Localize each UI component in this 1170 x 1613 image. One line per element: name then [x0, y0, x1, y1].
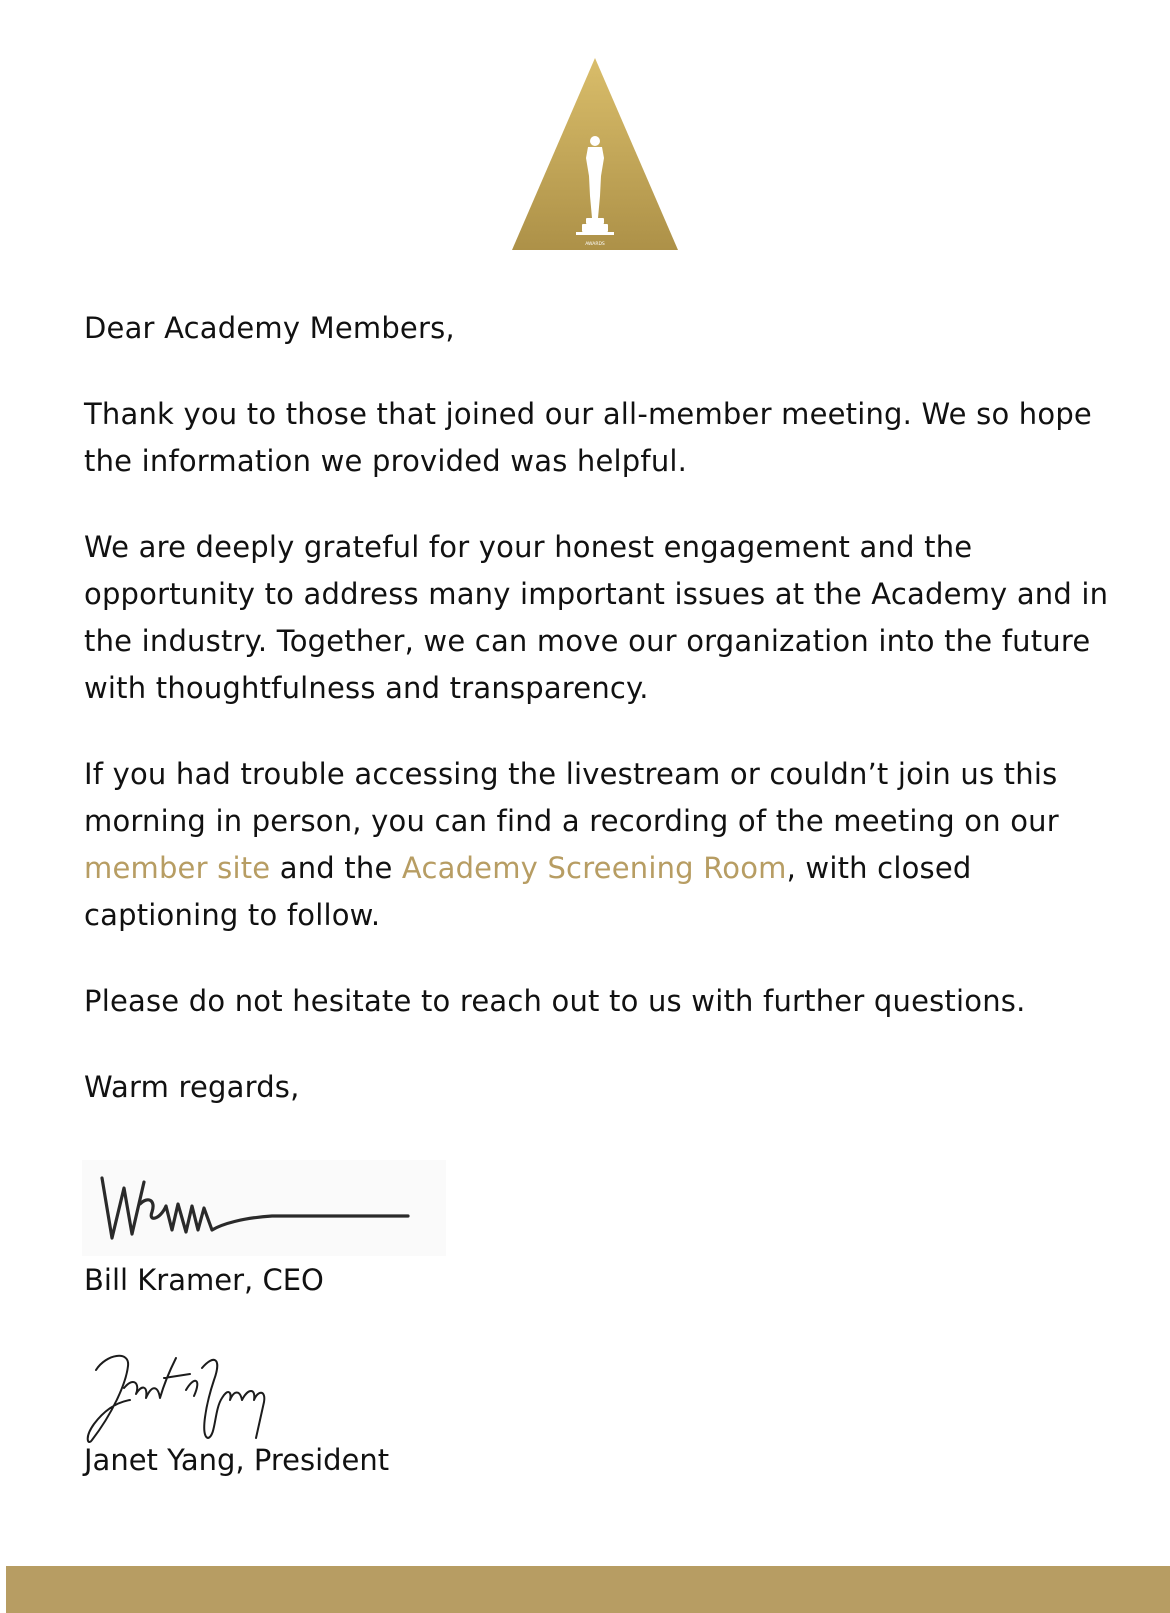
signatory-bill-kramer: Bill Kramer, CEO: [84, 1263, 324, 1297]
signatory-janet-yang: Janet Yang, President: [84, 1443, 390, 1477]
member-site-link[interactable]: member site: [84, 851, 271, 885]
screening-room-link[interactable]: Academy Screening Room: [401, 851, 787, 885]
letter-body: [84, 305, 1124, 1150]
closing: Warm regards,: [84, 1070, 300, 1104]
academy-logo-icon: [512, 58, 678, 250]
recording-text-after: , with closed captioning to follow.: [84, 851, 972, 932]
paragraph-gratitude: We are deeply grateful for your honest engagement and the opportunity to address many important issues at the Academy and in the industry. Together, we can move our organization into the future with thoughtfulness and transparency.: [84, 530, 1109, 705]
bill-kramer-signature-icon: [82, 1160, 446, 1256]
paragraph-questions: Please do not hesitate to reach out to us with further questions.: [84, 984, 1026, 1018]
janet-yang-signature-icon: [82, 1340, 322, 1448]
recording-text-before: If you had trouble accessing the livestream or couldn’t join us this morning in person, you can find a recording of the meeting on our: [84, 757, 1059, 838]
greeting: Dear Academy Members,: [84, 311, 455, 345]
recording-text-middle: and the: [270, 851, 402, 885]
paragraph-recording: [84, 751, 1124, 939]
logo-text: AWARDS: [585, 242, 605, 247]
footer-bar: [6, 1566, 1170, 1613]
paragraph-thank-you: Thank you to those that joined our all-member meeting. We so hope the information we provided was helpful.: [84, 397, 1092, 478]
